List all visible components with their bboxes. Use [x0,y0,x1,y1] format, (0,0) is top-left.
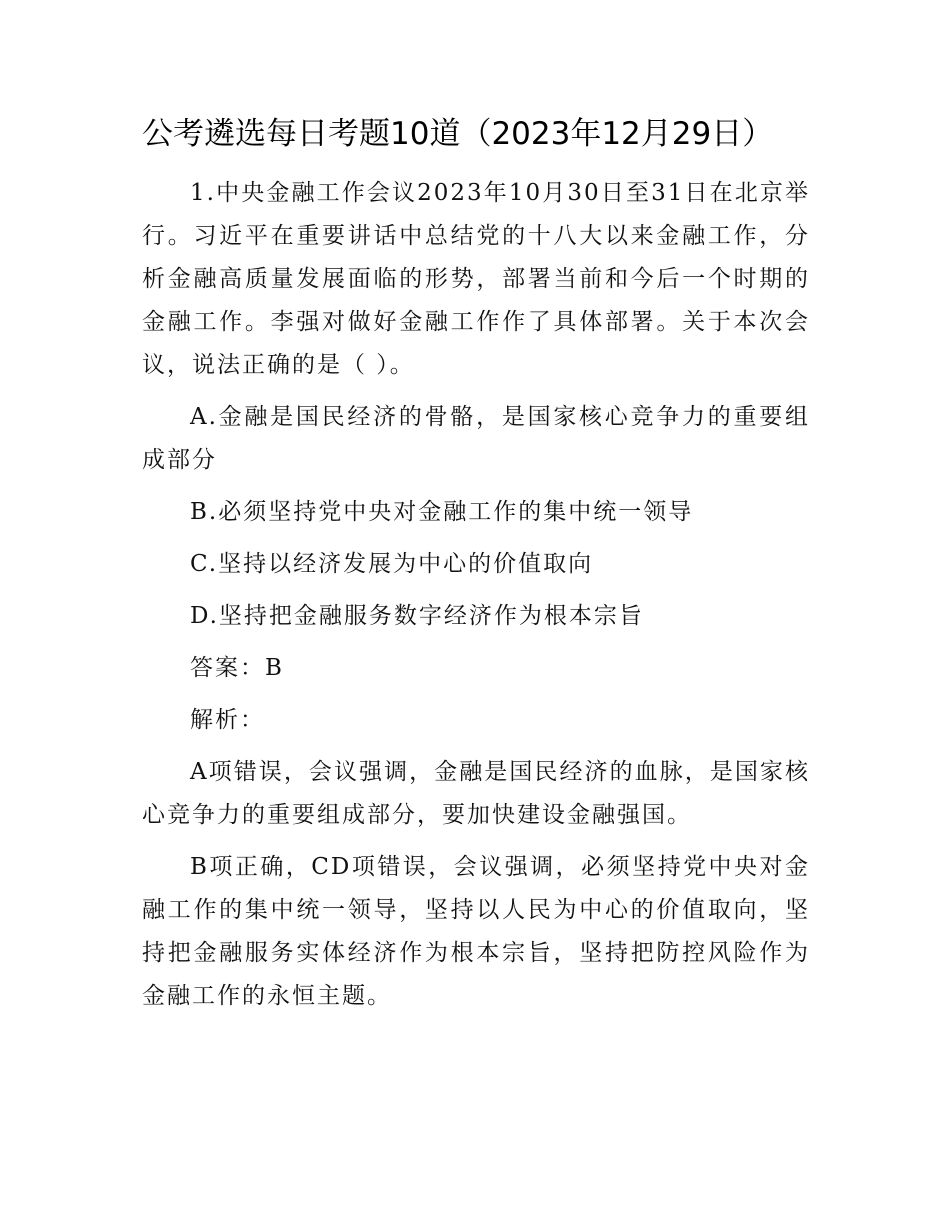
option-d: D.坚持把金融服务数字经济作为根本宗旨 [190,603,644,629]
option-b: B.必须坚持党中央对金融工作的集中统一领导 [190,499,694,525]
answer-line: 答案：B [190,655,284,681]
question-stem: 1.中央金融工作会议2023年10月30日至31日在北京举行。习近平在重要讲话中总结党的十八大以来金融工作，分析金融高质量发展面临的形势，部署当前和今后一个时期的金融工作。李强对做好金融工作作了具体部署。关于本次会议，说法正确的是（ ）。 [142,180,810,378]
analysis-b: B项正确，CD项错误，会议强调，必须坚持党中央对金融工作的集中统一领导，坚持以人民为中心的价值取向，坚持把金融服务实体经济作为根本宗旨，坚持把防控风险作为金融工作的永恒主题。 [142,854,810,1009]
analysis-a: A项错误，会议强调，金融是国民经济的血脉，是国家核心竞争力的重要组成部分，要加快建设金融强国。 [142,759,810,828]
document-body [142,172,810,1027]
option-c: C.坚持以经济发展为中心的价值取向 [190,551,594,577]
page-title: 公考遴选每日考题10道（2023年12月29日） [142,116,774,152]
analysis-heading: 解析： [190,707,265,733]
option-a: A.金融是国民经济的骨骼，是国家核心竞争力的重要组成部分 [142,404,810,473]
